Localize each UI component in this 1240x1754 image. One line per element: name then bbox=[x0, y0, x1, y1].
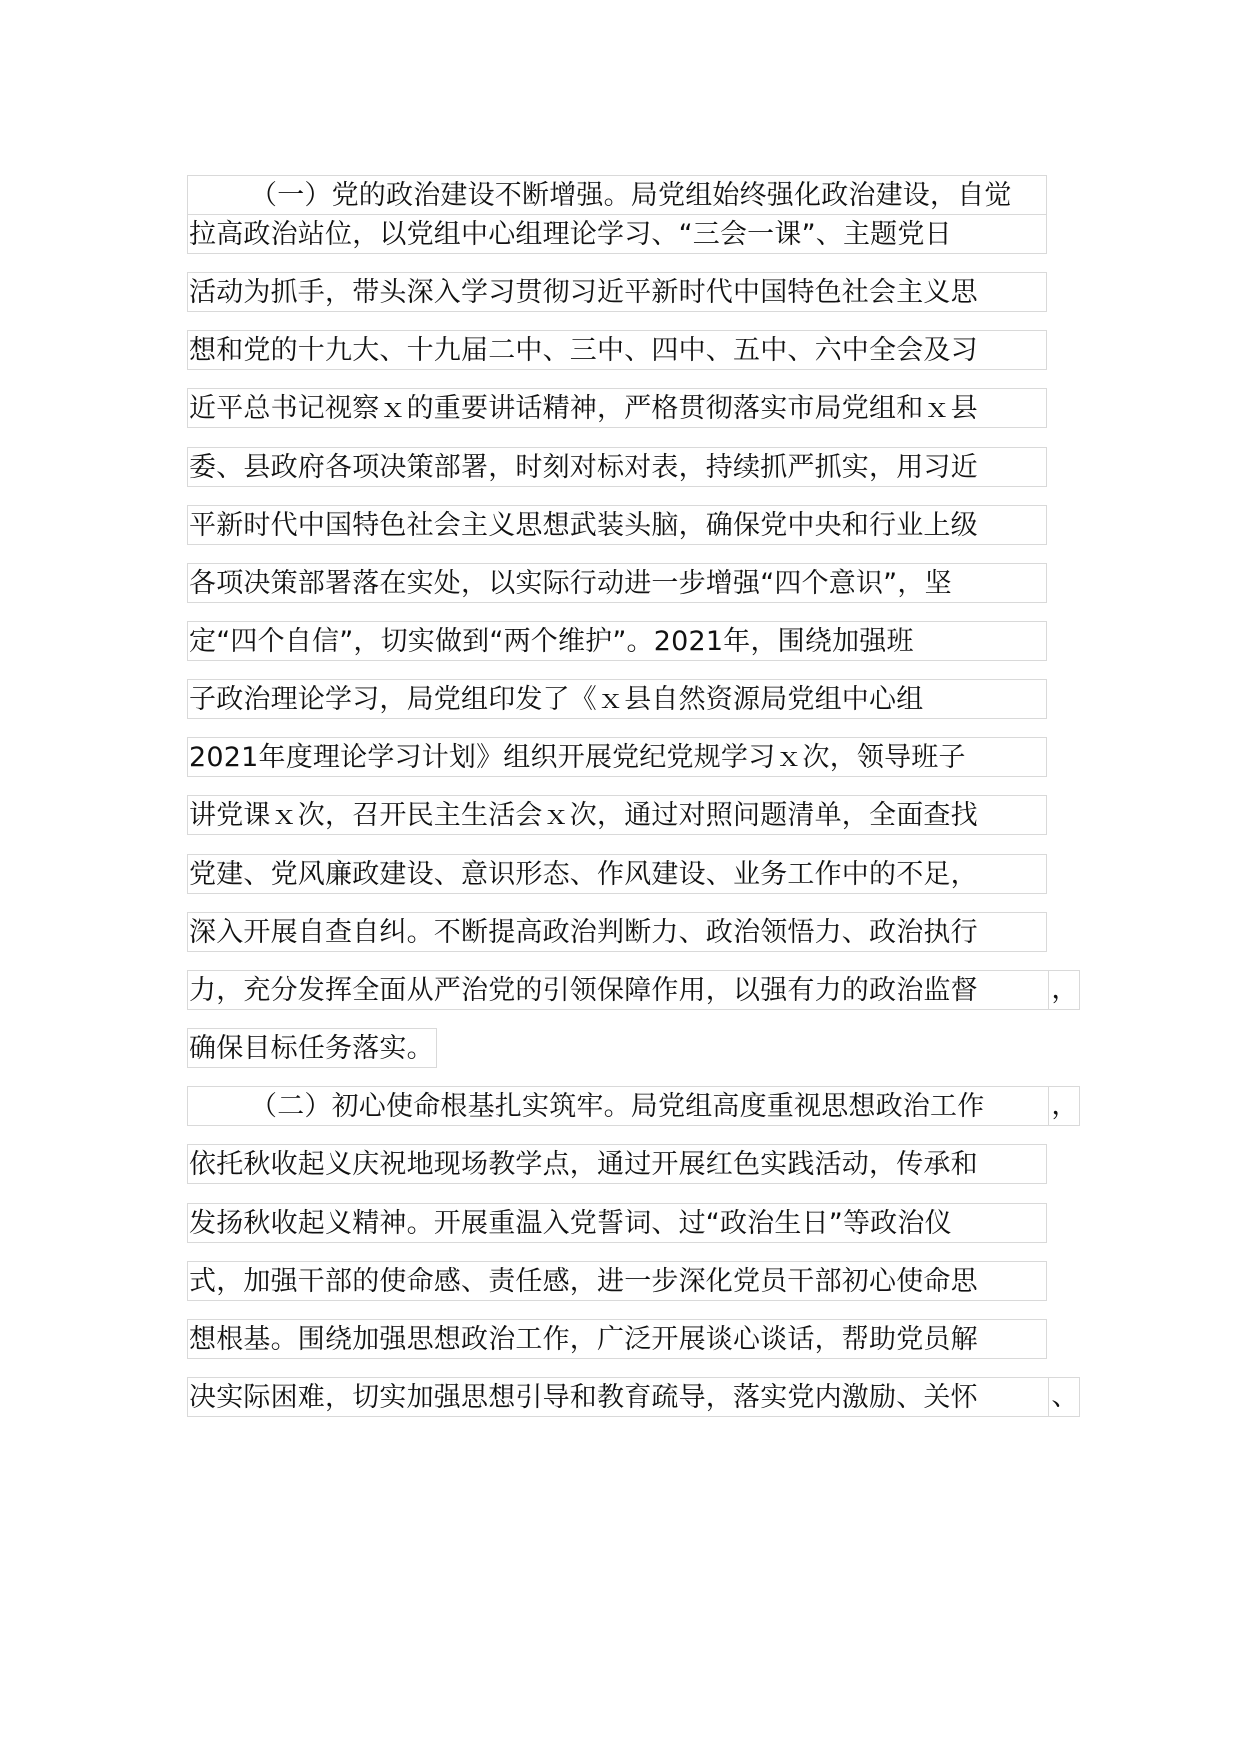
paragraph-1-line-8: 各项决策部署落在实处，以实际行动进一步增强“四个意识”，坚 bbox=[187, 563, 1047, 603]
paragraph-1-line-5: 近平总书记视察ｘ的重要讲话精神，严格贯彻落实市局党组和ｘ县 bbox=[187, 388, 1047, 428]
paragraph-2-line-5: 想根基。围绕加强思想政治工作，广泛开展谈心谈话，帮助党员解 bbox=[187, 1319, 1047, 1359]
paragraph-1-line-1: （一）党的政治建设不断增强。局党组始终强化政治建设，自觉 bbox=[187, 175, 1047, 215]
paragraph-1-line-7: 平新时代中国特色社会主义思想武装头脑，确保党中央和行业上级 bbox=[187, 505, 1047, 545]
line-text: 决实际困难，切实加强思想引导和教育疏导，落实党内激励、关怀 bbox=[189, 1382, 978, 1413]
paragraph-1-line-2: 拉高政治站位，以党组中心组理论学习、“三会一课”、主题党日 bbox=[187, 214, 1047, 254]
paragraph-1-line-9: 定“四个自信”，切实做到“两个维护”。2021年，围绕加强班 bbox=[187, 621, 1047, 661]
paragraph-2-line-1 bbox=[187, 1086, 1080, 1126]
line-text: 力，充分发挥全面从严治党的引领保障作用，以强有力的政治监督 bbox=[189, 975, 978, 1006]
paragraph-1-line-14: 深入开展自查自纠。不断提高政治判断力、政治领悟力、政治执行 bbox=[187, 912, 1047, 952]
paragraph-1-line-16: 确保目标任务落实。 bbox=[187, 1028, 437, 1068]
paragraph-1-line-13: 党建、党风廉政建设、意识形态、作风建设、业务工作中的不足， bbox=[187, 854, 1047, 894]
paragraph-2-line-2: 依托秋收起义庆祝地现场教学点，通过开展红色实践活动，传承和 bbox=[187, 1144, 1047, 1184]
paragraph-1-line-10: 子政治理论学习，局党组印发了《ｘ县自然资源局党组中心组 bbox=[187, 679, 1047, 719]
paragraph-1-line-12: 讲党课ｘ次，召开民主生活会ｘ次，通过对照问题清单，全面查找 bbox=[187, 795, 1047, 835]
overflow-punctuation: 、 bbox=[1048, 1377, 1081, 1417]
paragraph-1-line-4: 想和党的十九大、十九届二中、三中、四中、五中、六中全会及习 bbox=[187, 330, 1047, 370]
paragraph-1-line-3: 活动为抓手，带头深入学习贯彻习近平新时代中国特色社会主义思 bbox=[187, 272, 1047, 312]
paragraph-1-line-6: 委、县政府各项决策部署，时刻对标对表，持续抓严抓实，用习近 bbox=[187, 447, 1047, 487]
paragraph-1-line-11: 2021年度理论学习计划》组织开展党纪党规学习ｘ次，领导班子 bbox=[187, 737, 1047, 777]
paragraph-2-line-6 bbox=[187, 1377, 1080, 1417]
overflow-punctuation: ， bbox=[1048, 970, 1081, 1010]
paragraph-2-line-4: 式，加强干部的使命感、责任感，进一步深化党员干部初心使命思 bbox=[187, 1261, 1047, 1301]
paragraph-2-line-3: 发扬秋收起义精神。开展重温入党誓词、过“政治生日”等政治仪 bbox=[187, 1203, 1047, 1243]
line-text: （二）初心使命根基扎实筑牢。局党组高度重视思想政治工作 bbox=[250, 1091, 985, 1122]
overflow-punctuation: ， bbox=[1048, 1086, 1081, 1126]
paragraph-1-line-15 bbox=[187, 970, 1080, 1010]
